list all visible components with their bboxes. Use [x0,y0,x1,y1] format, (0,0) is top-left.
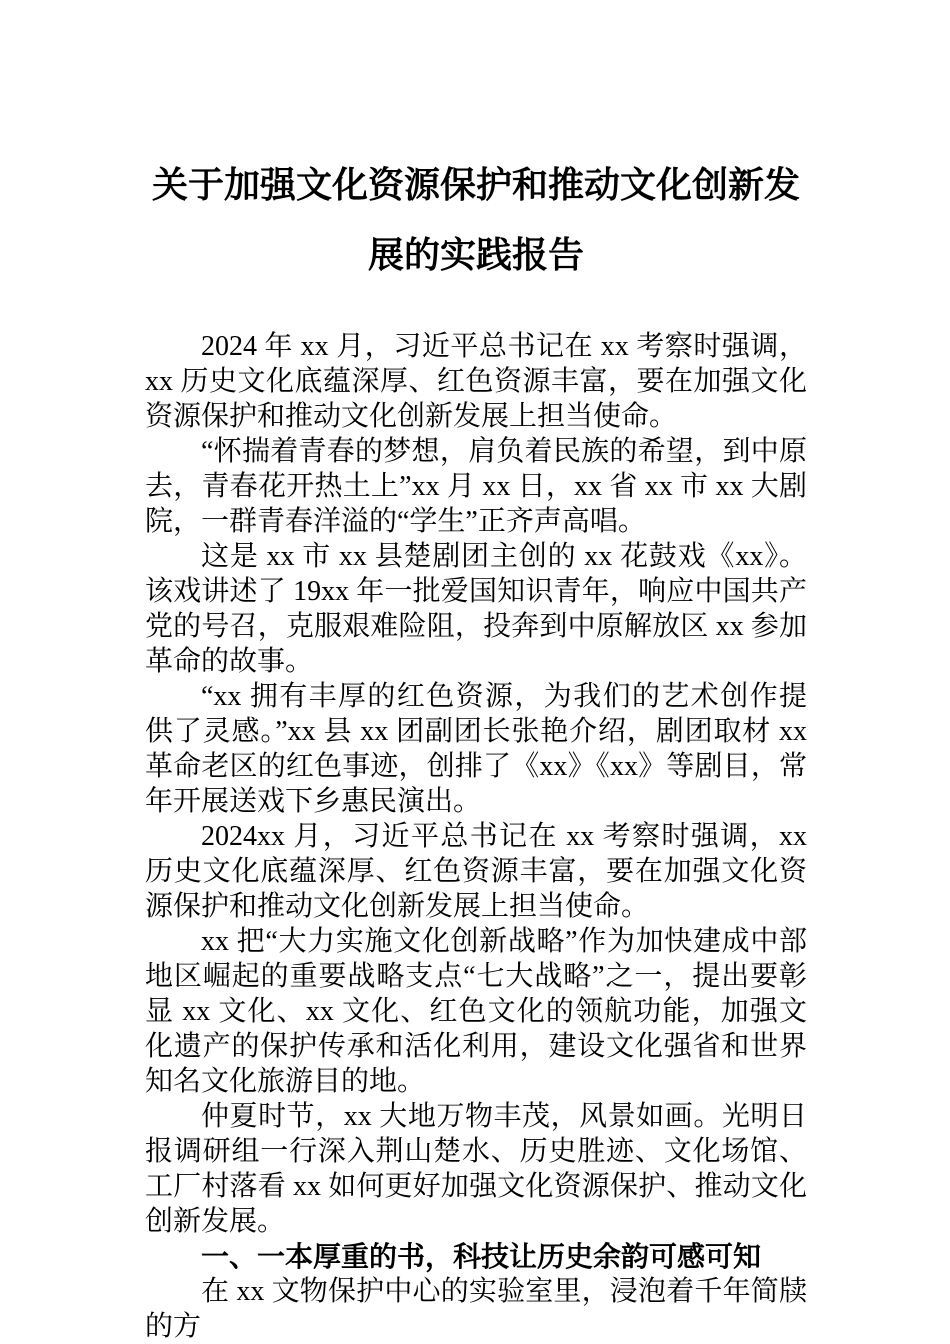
document-title: 关于加强文化资源保护和推动文化创新发展的实践报告 [151,165,800,275]
paragraph: 这是 xx 市 xx 县楚剧团主创的 xx 花鼓戏《xx》。该戏讲述了 19xx 年一批爱国知识青年，响应中国共产党的号召，克服艰难险阻，投奔到中原解放区 xx 参加革命的故事。 [145,541,807,677]
document-body [145,329,807,1344]
paragraph: “怀揣着青春的梦想，肩负着民族的希望，到中原去，青春花开热土上”xx 月 xx 日，xx 省 xx 市 xx 大剧院，一群青春洋溢的“学生”正齐声高唱。 [145,436,807,537]
paragraph: 2024xx 月，习近平总书记在 xx 考察时强调，xx 历史文化底蕴深厚、红色资源丰富，要在加强文化资源保护和推动文化创新发展上担当使命。 [145,821,807,922]
paragraph: xx 把“大力实施文化创新战略”作为加快建成中部地区崛起的重要战略支点“七大战略”之一，提出要彰显 xx 文化、xx 文化、红色文化的领航功能，加强文化遗产的保护传承和活化利用，建设文化强省和世界知名文化旅游目的地。 [145,926,807,1097]
section-heading: 一、一本厚重的书，科技让历史余韵可感可知 [201,1241,762,1272]
paragraph: “xx 拥有丰厚的红色资源，为我们的艺术创作提供了灵感。”xx 县 xx 团副团长张艳介绍，剧团取材 xx 革命老区的红色事迹，创排了《xx》《xx》等剧目，常年开展送戏下乡惠民演出。 [145,681,807,817]
paragraph: 2024 年 xx 月，习近平总书记在 xx 考察时强调，xx 历史文化底蕴深厚、红色资源丰富，要在加强文化资源保护和推动文化创新发展上担当使命。 [145,331,807,432]
paragraph: 仲夏时节，xx 大地万物丰茂，风景如画。光明日报调研组一行深入荆山楚水、历史胜迹、文化场馆、工厂村落看 xx 如何更好加强文化资源保护、推动文化创新发展。 [145,1101,807,1237]
paragraph: 在 xx 文物保护中心的实验室里，浸泡着千年简牍的方 [145,1276,807,1342]
